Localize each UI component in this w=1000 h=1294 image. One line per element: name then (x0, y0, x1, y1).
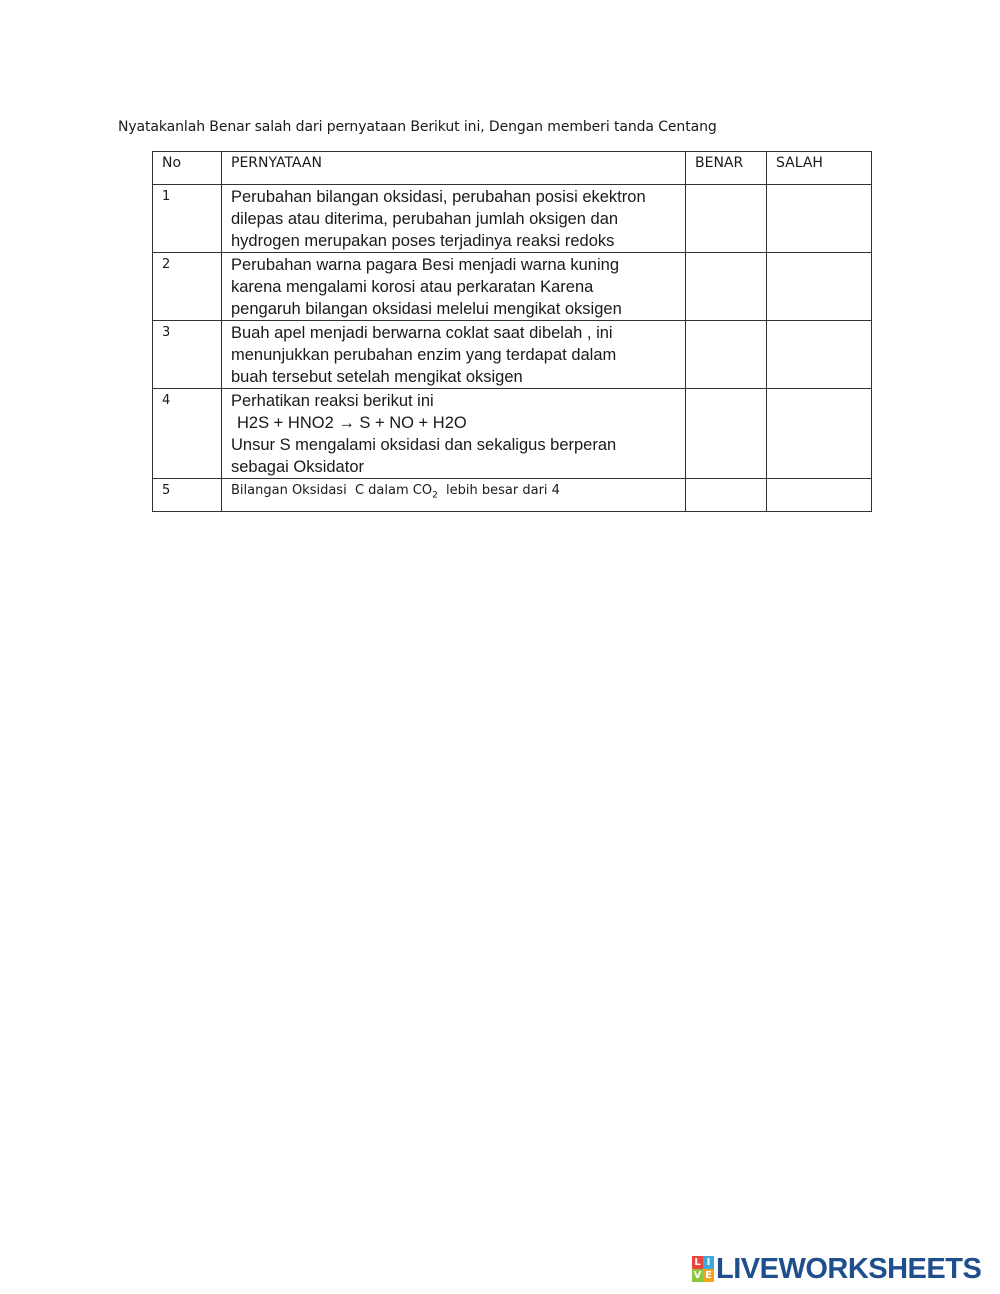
answer-true-cell[interactable] (686, 321, 767, 389)
answer-true-cell[interactable] (686, 253, 767, 321)
subscript: 2 (432, 490, 438, 501)
statement-cell (222, 185, 686, 253)
statement-cell (222, 321, 686, 389)
row-number: 1 (153, 185, 222, 253)
answer-true-cell[interactable] (686, 389, 767, 479)
statement-text: Buah apel menjadi berwarna coklat saat dibelah , ini menunjukkan perubahan enzim yang terdapat dalam buah tersebut setelah mengikat oksigen (231, 324, 617, 386)
instruction-text: Nyatakanlah Benar salah dari pernyataan Berikut ini, Dengan memberi tanda Centang (118, 119, 717, 135)
statement-cell (222, 253, 686, 321)
statement-text: Perhatikan reaksi berikut ini H2S + HNO2 → S + NO + H2O Unsur S mengalami oksidasi dan sekaligus berperan sebagai Oksidator (222, 389, 685, 478)
answer-false-cell[interactable] (767, 253, 872, 321)
header-false: SALAH (767, 152, 872, 185)
answer-true-cell[interactable] (686, 479, 767, 512)
header-statement: PERNYATAAN (222, 152, 686, 185)
table-header-row (153, 152, 872, 185)
statement-text: Perubahan warna pagara Besi menjadi warna kuning karena mengalami korosi atau perkaratan Karena pengaruh bilangan oksidasi melelui mengikat oksigen (231, 256, 622, 318)
statement-cell (222, 479, 686, 512)
table-row (153, 389, 872, 479)
statement-cell (222, 389, 686, 479)
answer-false-cell[interactable] (767, 479, 872, 512)
header-true: BENAR (686, 152, 767, 185)
statement-text: Bilangan Oksidasi C dalam $CO_2$ lebih besar dari 4 (231, 483, 560, 501)
reaction-equation: H2S + HNO2 → S + NO + H2O (237, 414, 467, 432)
answer-false-cell[interactable] (767, 321, 872, 389)
liveworksheets-logo (692, 1253, 981, 1285)
table-row (153, 321, 872, 389)
statement-text: Perubahan bilangan oksidasi, perubahan posisi ekektron dilepas atau diterima, perubahan jumlah oksigen dan hydrogen merupakan poses terjadinya reaksi redoks (231, 188, 646, 250)
true-false-table (152, 151, 872, 512)
answer-false-cell[interactable] (767, 389, 872, 479)
table-row (153, 185, 872, 253)
table-row (153, 479, 872, 512)
table-row (153, 253, 872, 321)
logo-mark-icon: L I V E (692, 1256, 714, 1282)
row-number: 5 (153, 479, 222, 512)
row-number: 2 (153, 253, 222, 321)
row-number: 3 (153, 321, 222, 389)
answer-true-cell[interactable] (686, 185, 767, 253)
header-no: No (153, 152, 222, 185)
brand-name: LIVEWORKSHEETS (716, 1252, 982, 1285)
row-number: 4 (153, 389, 222, 479)
answer-false-cell[interactable] (767, 185, 872, 253)
